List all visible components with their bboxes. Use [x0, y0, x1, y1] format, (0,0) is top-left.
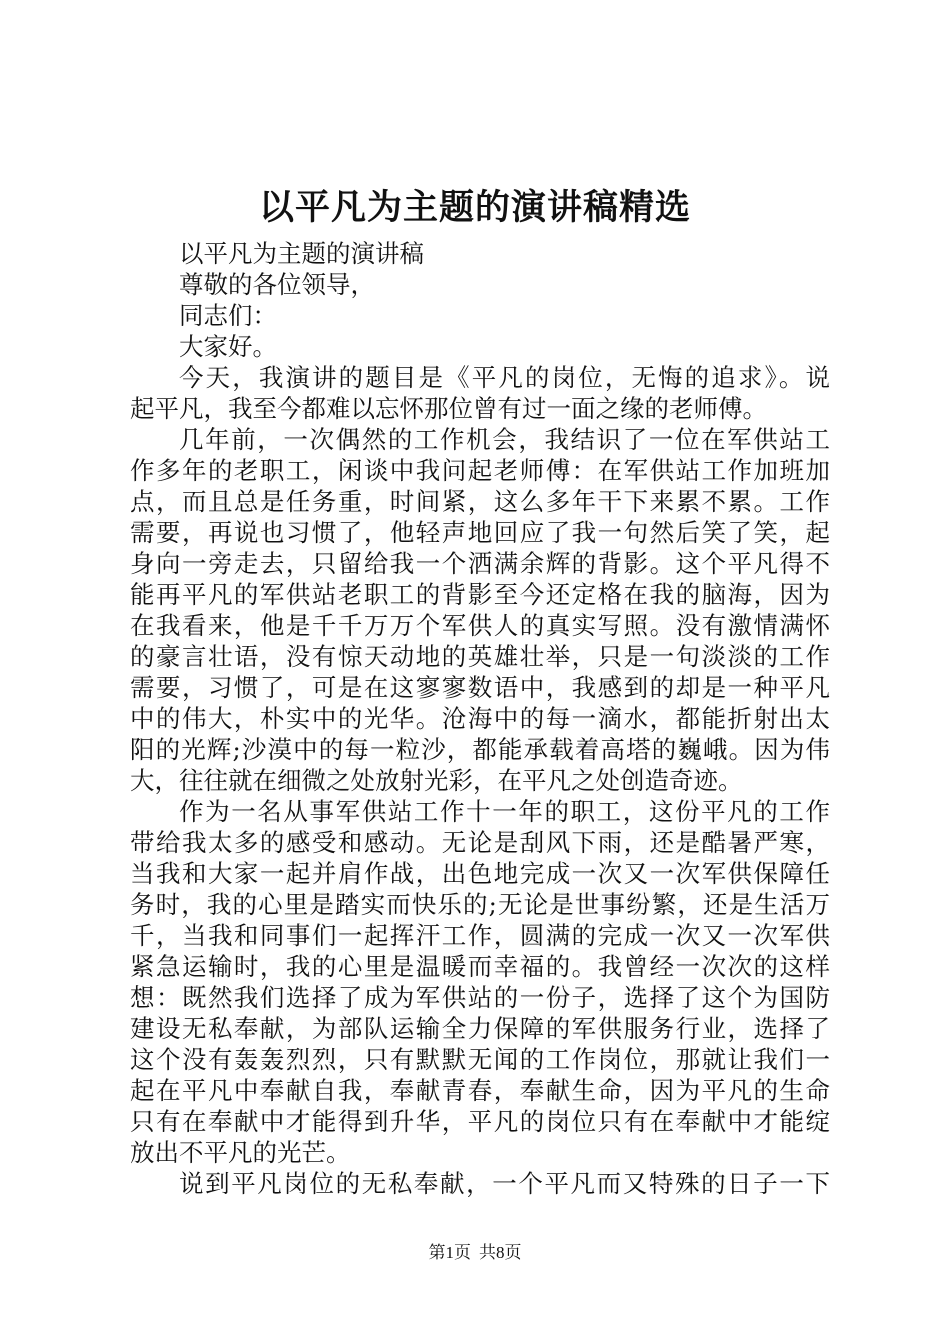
- text-line: 说到平凡岗位的无私奉献，一个平凡而又特殊的日子一下: [179, 1169, 830, 1198]
- text-line: 紧急运输时，我的心里是温暖而幸福的。我曾经一次次的这样: [130, 952, 830, 981]
- text-line: 当我和大家一起并肩作战，出色地完成一次又一次军供保障任: [130, 859, 830, 888]
- text-line: 点，而且总是任务重，时间紧，这么多年干下来累不累。工作: [130, 487, 830, 516]
- text-line: 需要，再说也习惯了，他轻声地回应了我一句然后笑了笑，起: [130, 518, 830, 547]
- page-total: 共8页: [479, 1243, 522, 1262]
- page-footer: [0, 1241, 950, 1265]
- text-line: 能再平凡的军供站老职工的背影至今还定格在我的脑海，因为: [130, 580, 830, 609]
- text-line: 中的伟大，朴实中的光华。沧海中的每一滴水，都能折射出太: [130, 704, 830, 733]
- text-line: 大，往往就在细微之处放射光彩，在平凡之处创造奇迹。: [130, 766, 743, 795]
- text-line: 以平凡为主题的演讲稿: [179, 239, 424, 268]
- text-line: 起在平凡中奉献自我，奉献青春，奉献生命，因为平凡的生命: [130, 1076, 830, 1105]
- text-line: 千，当我和同事们一起挥汗工作，圆满的完成一次又一次军供: [130, 921, 830, 950]
- text-line: 在我看来，他是千千万万个军供人的真实写照。没有激情满怀: [130, 611, 830, 640]
- page-number: 第1页: [428, 1243, 471, 1262]
- text-line: 作多年的老职工，闲谈中我问起老师傅：在军供站工作加班加: [130, 456, 830, 485]
- text-line: 起平凡，我至今都难以忘怀那位曾有过一面之缘的老师傅。: [130, 394, 767, 423]
- text-line: 尊敬的各位领导，: [179, 270, 375, 299]
- text-line: 的豪言壮语，没有惊天动地的英雄壮举，只是一句淡淡的工作: [130, 642, 830, 671]
- text-line: 务时，我的心里是踏实而快乐的;无论是世事纷繁，还是生活万: [130, 890, 830, 919]
- text-line: 身向一旁走去，只留给我一个洒满余辉的背影。这个平凡得不: [130, 549, 830, 578]
- text-line: 只有在奉献中才能得到升华，平凡的岗位只有在奉献中才能绽: [130, 1107, 830, 1136]
- text-line: 这个没有轰轰烈烈，只有默默无闻的工作岗位，那就让我们一: [130, 1045, 830, 1074]
- text-line: 阳的光辉;沙漠中的每一粒沙，都能承载着高塔的巍峨。因为伟: [130, 735, 830, 764]
- text-line: 大家好。: [179, 332, 277, 361]
- document-title: 以平凡为主题的演讲稿精选: [258, 187, 691, 228]
- text-line: 几年前，一次偶然的工作机会，我结识了一位在军供站工: [179, 425, 830, 454]
- text-line: 带给我太多的感受和感动。无论是刮风下雨，还是酷暑严寒，: [130, 828, 830, 857]
- text-line: 同志们：: [179, 301, 277, 330]
- text-line: 需要，习惯了，可是在这寥寥数语中，我感到的却是一种平凡: [130, 673, 830, 702]
- text-line: 放出不平凡的光芒。: [130, 1138, 351, 1167]
- text-line: 想：既然我们选择了成为军供站的一份子，选择了这个为国防: [130, 983, 830, 1012]
- text-line: 建设无私奉献，为部队运输全力保障的军供服务行业，选择了: [130, 1014, 830, 1043]
- text-line: 作为一名从事军供站工作十一年的职工，这份平凡的工作: [179, 797, 830, 826]
- document-body: [130, 238, 830, 1199]
- text-line: 今天，我演讲的题目是《平凡的岗位，无悔的追求》。说: [179, 363, 830, 392]
